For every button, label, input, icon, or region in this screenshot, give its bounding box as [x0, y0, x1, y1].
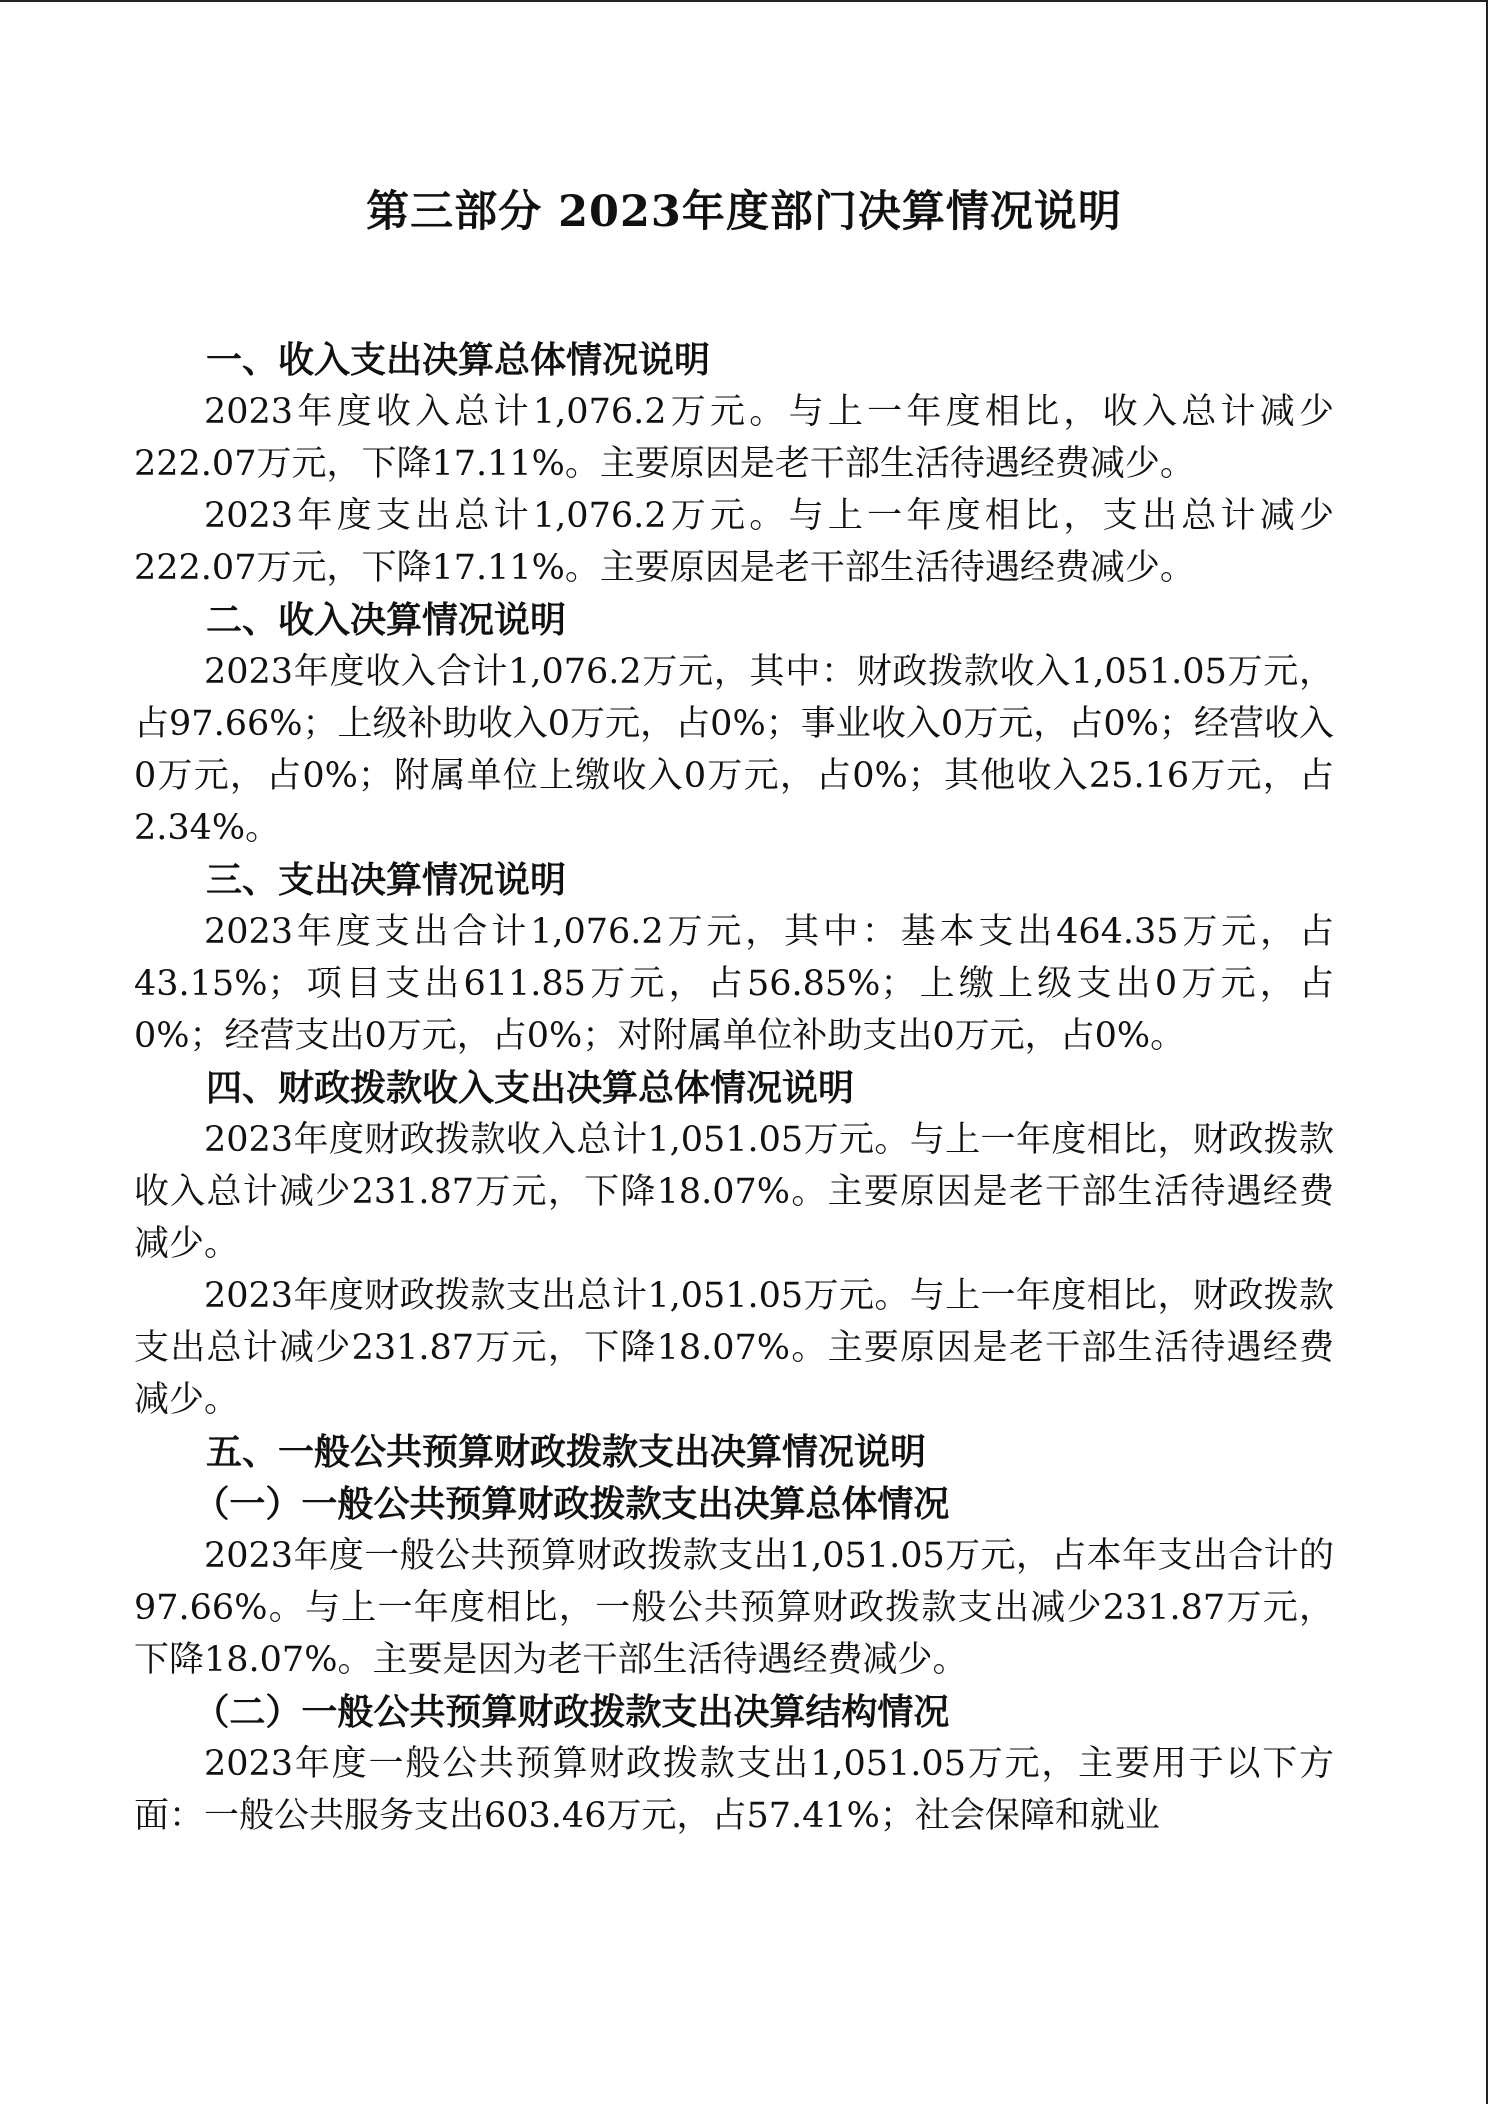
section-1-heading: 一、收入支出决算总体情况说明 — [206, 339, 711, 381]
section-4-paragraph-1: 2023年度财政拨款收入总计1,051.05万元。与上一年度相比，财政拨款收入总计减少231.87万元，下降18.07%。主要原因是老干部生活待遇经费减少。 — [134, 1120, 1334, 1264]
section-5-sub2-paragraph: 2023年度一般公共预算财政拨款支出1,051.05万元，主要用于以下方面：一般公共服务支出603.46万元，占57.41%；社会保障和就业 — [134, 1744, 1334, 1836]
section-5-heading: 五、一般公共预算财政拨款支出决算情况说明 — [206, 1431, 927, 1473]
document-body — [134, 334, 1334, 1842]
section-5-sub1-heading: （一）一般公共预算财政拨款支出决算总体情况 — [193, 1483, 950, 1525]
section-2-heading: 二、收入决算情况说明 — [206, 599, 567, 641]
section-5-sub2-heading: （二）一般公共预算财政拨款支出决算结构情况 — [193, 1691, 950, 1733]
section-2-paragraph-1: 2023年度收入合计1,076.2万元，其中：财政拨款收入1,051.05万元，占97.66%；上级补助收入0万元，占0%；事业收入0万元，占0%；经营收入0万元，占0%；附属单位上缴收入0万元，占0%；其他收入25.16万元，占2.34%。 — [134, 652, 1334, 848]
section-3-heading: 三、支出决算情况说明 — [206, 859, 567, 901]
section-4-heading: 四、财政拨款收入支出决算总体情况说明 — [206, 1067, 855, 1109]
section-1-paragraph-2: 2023年度支出总计1,076.2万元。与上一年度相比，支出总计减少222.07万元，下降17.11%。主要原因是老干部生活待遇经费减少。 — [134, 496, 1334, 588]
page-title: 第三部分 2023年度部门决算情况说明 — [366, 187, 1122, 237]
section-5-sub1-paragraph: 2023年度一般公共预算财政拨款支出1,051.05万元，占本年支出合计的97.66%。与上一年度相比，一般公共预算财政拨款支出减少231.87万元，下降18.07%。主要是因为老干部生活待遇经费减少。 — [134, 1536, 1334, 1680]
section-3-paragraph-1: 2023年度支出合计1,076.2万元，其中：基本支出464.35万元，占43.15%；项目支出611.85万元，占56.85%；上缴上级支出0万元，占0%；经营支出0万元，占0%；对附属单位补助支出0万元，占0%。 — [134, 912, 1334, 1056]
section-4-paragraph-2: 2023年度财政拨款支出总计1,051.05万元。与上一年度相比，财政拨款支出总计减少231.87万元，下降18.07%。主要原因是老干部生活待遇经费减少。 — [134, 1276, 1334, 1420]
section-1-paragraph-1: 2023年度收入总计1,076.2万元。与上一年度相比，收入总计减少222.07万元，下降17.11%。主要原因是老干部生活待遇经费减少。 — [134, 392, 1334, 484]
